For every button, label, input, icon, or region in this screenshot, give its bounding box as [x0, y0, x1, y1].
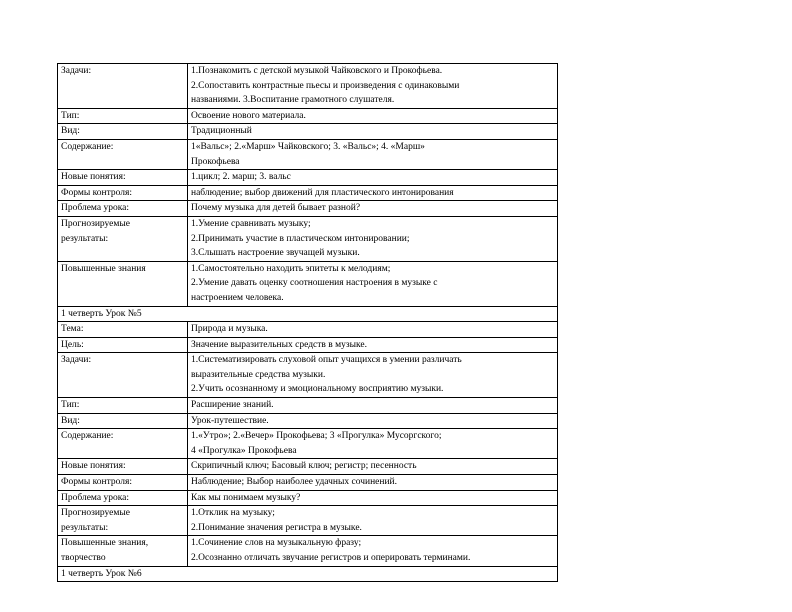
row-label: Прогнозируемые: [61, 508, 131, 519]
row-label-cell: [58, 201, 188, 217]
row-label: Повышенные знания,: [61, 538, 149, 549]
table-row: [58, 398, 558, 414]
row-value-cell: [188, 536, 558, 566]
row-label-cell: [58, 413, 188, 429]
table-row: [58, 216, 558, 261]
row-value: наблюдение; выбор движений для пластического интонирования: [191, 187, 454, 198]
row-label-cell: [58, 536, 188, 566]
row-label: Вид:: [61, 415, 80, 426]
section-header-row: [58, 566, 558, 582]
row-value-cell: [188, 429, 558, 459]
table-row: [58, 185, 558, 201]
row-value: Расширение знаний.: [191, 400, 274, 411]
row-value-cell: [188, 398, 558, 414]
table-row: [58, 64, 558, 109]
table-row: [58, 124, 558, 140]
row-label: Формы контроля:: [61, 187, 132, 198]
row-label: Тип:: [61, 400, 80, 411]
row-value: 1.цикл; 2. марш; 3. вальс: [191, 172, 291, 183]
table-row: [58, 261, 558, 306]
table-row: [58, 108, 558, 124]
row-value-cell: [188, 108, 558, 124]
lesson-plan-body: [58, 64, 558, 582]
row-value: Природа и музыка.: [191, 324, 268, 335]
table-row: [58, 490, 558, 506]
row-value: Наблюдение; Выбор наиболее удачных сочинений.: [191, 477, 397, 488]
row-value: 1.Умение сравнивать музыку;: [191, 218, 311, 229]
table-row: [58, 170, 558, 186]
row-value-cell: [188, 337, 558, 353]
row-label: результаты:: [61, 233, 109, 244]
row-value: 2.Сопоставить контрастные пьесы и произведения с одинаковыми: [191, 80, 460, 91]
row-value: 2.Понимание значения регистра в музыке.: [191, 522, 362, 533]
row-label: Тема:: [61, 324, 84, 335]
row-label: результаты:: [61, 522, 109, 533]
row-label: Новые понятия:: [61, 461, 126, 472]
table-row: [58, 429, 558, 459]
row-label-cell: [58, 398, 188, 414]
row-value: 1«Вальс»; 2.«Марш» Чайковского; 3. «Вальс»; 4. «Марш»: [191, 141, 425, 152]
table-row: [58, 201, 558, 217]
row-value-cell: [188, 506, 558, 536]
table-row: [58, 353, 558, 398]
table-row: [58, 322, 558, 338]
row-label: Задачи:: [61, 66, 92, 76]
row-value: 1.«Утро»; 2.«Вечер» Прокофьева; 3 «Прогулка» Мусоргского;: [191, 431, 442, 442]
row-value: Скрипичный ключ; Басовый ключ; регистр; песенность: [191, 461, 417, 472]
row-label: творчество: [61, 553, 106, 563]
row-label: Повышенные знания: [61, 263, 146, 274]
row-label-cell: [58, 429, 188, 459]
row-value: 2.Учить осознанному и эмоциональному восприятию музыки.: [191, 384, 444, 395]
row-label: Тип:: [61, 110, 80, 121]
row-label-cell: [58, 353, 188, 398]
row-value-cell: [188, 353, 558, 398]
row-label: Проблема урока:: [61, 492, 130, 503]
row-value-cell: [188, 170, 558, 186]
row-value-cell: [188, 185, 558, 201]
row-value-cell: [188, 124, 558, 140]
row-value-cell: [188, 261, 558, 306]
table-row: [58, 413, 558, 429]
row-value-cell: [188, 216, 558, 261]
table-row: [58, 536, 558, 566]
row-value-cell: [188, 201, 558, 217]
table-row: [58, 506, 558, 536]
row-label-cell: [58, 139, 188, 169]
row-value: 1.Сочинение слов на музыкальную фразу;: [191, 538, 362, 549]
row-value: 4 «Прогулка» Прокофьева: [191, 445, 297, 456]
row-label-cell: [58, 170, 188, 186]
row-value: 1.Самостоятельно находить эпитеты к мелодиям;: [191, 263, 391, 274]
row-label: Проблема урока:: [61, 203, 130, 214]
lesson-plan-table: [57, 63, 558, 582]
row-value: Урок-путешествие.: [191, 415, 269, 426]
row-value: 1.Познакомить с детской музыкой Чайковского и Прокофьева.: [191, 66, 443, 76]
table-row: [58, 337, 558, 353]
row-value-cell: [188, 413, 558, 429]
row-label: Содержание:: [61, 141, 114, 152]
row-label: Прогнозируемые: [61, 218, 131, 229]
row-label-cell: [58, 322, 188, 338]
section-title: 1 четверть Урок №5: [58, 306, 558, 322]
row-value: выразительные средства музыки.: [191, 369, 326, 380]
table-row: [58, 459, 558, 475]
row-value: Традиционный: [191, 126, 252, 137]
row-label-cell: [58, 490, 188, 506]
row-value: 2.Осознанно отличать звучание регистров и оперировать терминами.: [191, 553, 471, 563]
row-value: 1.Систематизировать слуховой опыт учащихся в умении различать: [191, 355, 462, 366]
row-value: 1.Отклик на музыку;: [191, 508, 275, 519]
section-title: 1 четверть Урок №6: [58, 566, 558, 582]
row-value-cell: [188, 64, 558, 109]
row-label-cell: [58, 261, 188, 306]
row-value-cell: [188, 139, 558, 169]
row-value-cell: [188, 490, 558, 506]
row-value: Освоение нового материала.: [191, 110, 306, 121]
row-value: Значение выразительных средств в музыке.: [191, 339, 367, 350]
row-label-cell: [58, 475, 188, 491]
row-label: Содержание:: [61, 431, 114, 442]
row-value: Почему музыка для детей бывает разной?: [191, 203, 361, 214]
row-label-cell: [58, 108, 188, 124]
row-label-cell: [58, 185, 188, 201]
table-row: [58, 139, 558, 169]
row-value-cell: [188, 475, 558, 491]
row-value: названиями. 3.Воспитание грамотного слушателя.: [191, 95, 395, 106]
row-label: Формы контроля:: [61, 477, 132, 488]
row-value: Как мы понимаем музыку?: [191, 492, 301, 503]
row-value: 2.Умение давать оценку соотношения настроения в музыке с: [191, 278, 438, 289]
row-label-cell: [58, 506, 188, 536]
row-value: 2.Принимать участие в пластическом интонировании;: [191, 233, 410, 244]
row-label: Новые понятия:: [61, 172, 126, 183]
row-label-cell: [58, 124, 188, 140]
row-label: Цель:: [61, 339, 84, 350]
row-value: настроением человека.: [191, 292, 284, 303]
row-label-cell: [58, 64, 188, 109]
row-value: 3.Слышать настроение звучащей музыки.: [191, 248, 360, 259]
row-value: Прокофьева: [191, 156, 240, 167]
row-label-cell: [58, 459, 188, 475]
row-label: Вид:: [61, 126, 80, 137]
section-header-row: [58, 306, 558, 322]
row-label-cell: [58, 337, 188, 353]
table-row: [58, 475, 558, 491]
row-label-cell: [58, 216, 188, 261]
row-label: Задачи:: [61, 355, 92, 366]
row-value-cell: [188, 322, 558, 338]
row-value-cell: [188, 459, 558, 475]
